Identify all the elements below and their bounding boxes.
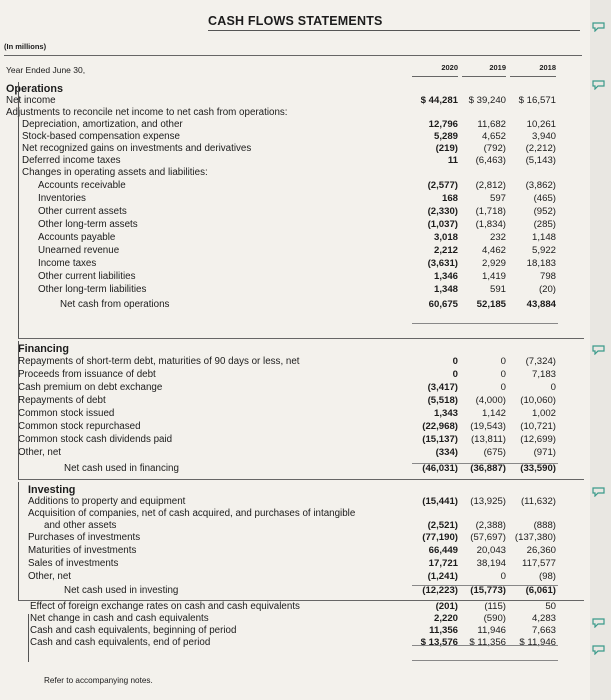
row-label: Common stock issued bbox=[18, 408, 115, 419]
table-row bbox=[0, 637, 590, 649]
row-label: Other long-term assets bbox=[38, 219, 138, 230]
bookmark-icon[interactable] bbox=[592, 22, 605, 32]
value-2020: 1,348 bbox=[433, 284, 458, 295]
row-label: Cash premium on debt exchange bbox=[18, 382, 163, 393]
value-2020: 1,343 bbox=[433, 408, 458, 419]
cash-bracket bbox=[28, 614, 29, 662]
value-2020: (219) bbox=[435, 143, 458, 154]
value-2020: (3,631) bbox=[427, 258, 458, 269]
value-2019: (13,811) bbox=[470, 434, 506, 445]
value-2019: 1,419 bbox=[481, 271, 506, 282]
value-2018: (10,721) bbox=[520, 421, 556, 432]
value-2020: (5,518) bbox=[427, 395, 458, 406]
bookmark-icon[interactable] bbox=[592, 487, 605, 497]
value-2020: 60,675 bbox=[428, 299, 458, 310]
table-row bbox=[0, 143, 590, 155]
row-label: Common stock cash dividends paid bbox=[18, 434, 173, 445]
financing-total-rule bbox=[412, 463, 558, 464]
value-2018: (285) bbox=[533, 219, 556, 230]
value-2020: 66,449 bbox=[428, 545, 458, 556]
table-row bbox=[0, 83, 590, 95]
value-2020: (2,330) bbox=[427, 206, 458, 217]
value-2020: (201) bbox=[435, 601, 458, 612]
value-2019: (2,812) bbox=[475, 180, 506, 191]
bookmark-icon[interactable] bbox=[592, 80, 605, 90]
value-2018: $ 11,946 bbox=[519, 637, 556, 648]
row-label: Net cash used in financing bbox=[64, 463, 179, 474]
value-2018: (888) bbox=[533, 520, 556, 531]
year-ended-label: Year Ended June 30, bbox=[6, 65, 86, 75]
table-row bbox=[0, 571, 590, 583]
value-2018: (3,862) bbox=[525, 180, 556, 191]
value-2018: (20) bbox=[538, 284, 556, 295]
title-rule bbox=[208, 30, 580, 31]
table-row bbox=[0, 232, 590, 244]
value-2020: (3,417) bbox=[427, 382, 458, 393]
value-2020: 17,721 bbox=[428, 558, 458, 569]
table-row bbox=[0, 395, 590, 407]
row-label: Net cash used in investing bbox=[64, 585, 179, 596]
row-label: Net income bbox=[6, 95, 56, 106]
row-label: Cash and cash equivalents, beginning of period bbox=[30, 625, 237, 636]
section-heading: Operations bbox=[6, 83, 63, 95]
value-2019: (57,697) bbox=[470, 532, 506, 543]
value-2018: (971) bbox=[533, 447, 556, 458]
table-row bbox=[0, 558, 590, 570]
value-2019: (792) bbox=[483, 143, 506, 154]
value-2018: (2,212) bbox=[525, 143, 556, 154]
table-row bbox=[0, 613, 590, 625]
row-label: Cash and cash equivalents, end of period bbox=[30, 637, 211, 648]
value-2018: (10,060) bbox=[520, 395, 556, 406]
row-label: Stock-based compensation expense bbox=[22, 131, 180, 142]
row-label: Common stock repurchased bbox=[18, 421, 141, 432]
table-row bbox=[0, 545, 590, 557]
value-2019: (13,925) bbox=[470, 496, 506, 507]
row-label: Deferred income taxes bbox=[22, 155, 121, 166]
value-2018: 5,922 bbox=[531, 245, 556, 256]
value-2020: (1,241) bbox=[427, 571, 458, 582]
table-row bbox=[0, 245, 590, 257]
value-2019: (590) bbox=[483, 613, 506, 624]
table-row bbox=[0, 95, 590, 107]
row-label: Repayments of debt bbox=[18, 395, 106, 406]
value-2018: (33,590) bbox=[520, 463, 556, 474]
value-2019: 0 bbox=[500, 369, 506, 380]
table-row bbox=[0, 434, 590, 446]
value-2018: (98) bbox=[538, 571, 556, 582]
value-2020: 5,289 bbox=[433, 131, 458, 142]
value-2020: (15,441) bbox=[422, 496, 458, 507]
row-label: Other current assets bbox=[38, 206, 127, 217]
value-2020: 2,212 bbox=[433, 245, 458, 256]
value-2019: 0 bbox=[500, 356, 506, 367]
table-row bbox=[0, 508, 590, 520]
value-2020: (77,190) bbox=[422, 532, 458, 543]
value-2020: 11,356 bbox=[429, 625, 458, 636]
row-label: Additions to property and equipment bbox=[28, 496, 186, 507]
value-2019: (1,834) bbox=[475, 219, 506, 230]
value-2019: $ 11,356 bbox=[469, 637, 506, 648]
value-2018: 7,663 bbox=[531, 625, 556, 636]
value-2019: (36,887) bbox=[470, 463, 506, 474]
table-row bbox=[0, 625, 590, 637]
value-2020: 11 bbox=[447, 155, 458, 166]
investing-bracket bbox=[18, 482, 19, 600]
year-rule-2019 bbox=[462, 76, 506, 77]
row-label: Accounts receivable bbox=[38, 180, 126, 191]
value-2020: (1,037) bbox=[427, 219, 458, 230]
row-label: Accounts payable bbox=[38, 232, 116, 243]
table-row bbox=[0, 356, 590, 368]
operations-total-rule bbox=[412, 323, 558, 324]
value-2019: 591 bbox=[489, 284, 506, 295]
value-2019: 232 bbox=[489, 232, 506, 243]
table-row bbox=[0, 382, 590, 394]
value-2018: $ 16,571 bbox=[518, 95, 556, 106]
value-2018: 1,148 bbox=[531, 232, 556, 243]
value-2018: 4,283 bbox=[531, 613, 556, 624]
table-row bbox=[0, 585, 590, 597]
value-2019: 0 bbox=[500, 571, 506, 582]
value-2020: 168 bbox=[441, 193, 458, 204]
value-2018: (11,632) bbox=[520, 496, 556, 507]
value-2019: (15,773) bbox=[470, 585, 506, 596]
value-2020: 2,220 bbox=[433, 613, 458, 624]
table-row bbox=[0, 343, 590, 355]
table-row bbox=[0, 107, 590, 119]
table-row bbox=[0, 496, 590, 508]
value-2019: (2,388) bbox=[475, 520, 506, 531]
value-2018: (952) bbox=[533, 206, 556, 217]
value-2019: (675) bbox=[483, 447, 506, 458]
value-2019: (6,463) bbox=[475, 155, 506, 166]
value-2019: 52,185 bbox=[476, 299, 506, 310]
row-label: Other, net bbox=[28, 571, 72, 582]
value-2019: (1,718) bbox=[475, 206, 506, 217]
table-row bbox=[0, 484, 590, 496]
row-label: Other, net bbox=[18, 447, 62, 458]
value-2020: 12,796 bbox=[428, 119, 458, 130]
row-label: Proceeds from issuance of debt bbox=[18, 369, 156, 380]
value-2019: (115) bbox=[484, 601, 506, 612]
table-row bbox=[0, 167, 590, 179]
year-header-2018: 2018 bbox=[539, 63, 556, 72]
bookmark-icon[interactable] bbox=[592, 618, 605, 628]
value-2018: (465) bbox=[533, 193, 556, 204]
year-rule-2020 bbox=[412, 76, 458, 77]
value-2019: 11,946 bbox=[477, 625, 506, 636]
row-label: and other assets bbox=[44, 520, 117, 531]
table-row bbox=[0, 408, 590, 420]
value-2020: (15,137) bbox=[422, 434, 458, 445]
row-label: Net change in cash and cash equivalents bbox=[30, 613, 209, 624]
row-label: Net recognized gains on investments and derivatives bbox=[22, 143, 252, 154]
table-row bbox=[0, 284, 590, 296]
value-2018: 43,884 bbox=[526, 299, 556, 310]
value-2018: 798 bbox=[539, 271, 556, 282]
row-label: Inventories bbox=[38, 193, 86, 204]
value-2020: (2,577) bbox=[427, 180, 458, 191]
value-2019: 11,682 bbox=[477, 119, 506, 130]
table-row bbox=[0, 193, 590, 205]
value-2018: (7,324) bbox=[525, 356, 556, 367]
value-2018: 10,261 bbox=[526, 119, 556, 130]
row-label: Repayments of short-term debt, maturities of 90 days or less, net bbox=[18, 356, 300, 367]
operations-section-rule bbox=[18, 338, 584, 339]
row-label: Maturities of investments bbox=[28, 545, 137, 556]
value-2019: 20,043 bbox=[476, 545, 506, 556]
value-2019: $ 39,240 bbox=[468, 95, 506, 106]
row-label: Other long-term liabilities bbox=[38, 284, 147, 295]
accompanying-notes: Refer to accompanying notes. bbox=[44, 676, 153, 685]
row-label: Effect of foreign exchange rates on cash and cash equivalents bbox=[30, 601, 300, 612]
value-2020: 0 bbox=[452, 369, 458, 380]
row-label: Other current liabilities bbox=[38, 271, 136, 282]
statement-title: CASH FLOWS STATEMENTS bbox=[208, 14, 383, 28]
investing-total-rule bbox=[412, 585, 558, 586]
value-2018: 1,002 bbox=[531, 408, 556, 419]
year-header-2020: 2020 bbox=[441, 63, 458, 72]
value-2020: (334) bbox=[435, 447, 458, 458]
value-2020: 1,346 bbox=[433, 271, 458, 282]
value-2019: 0 bbox=[500, 382, 506, 393]
row-label: Unearned revenue bbox=[38, 245, 120, 256]
value-2019: 38,194 bbox=[476, 558, 506, 569]
row-label: Sales of investments bbox=[28, 558, 119, 569]
row-label: Purchases of investments bbox=[28, 532, 141, 543]
table-row bbox=[0, 369, 590, 381]
value-2018: (12,699) bbox=[520, 434, 556, 445]
financing-section-rule bbox=[18, 479, 584, 480]
bookmark-icon[interactable] bbox=[592, 645, 605, 655]
investing-section-rule bbox=[18, 600, 584, 601]
table-row bbox=[0, 532, 590, 544]
value-2018: 50 bbox=[545, 601, 556, 612]
cash-end-rule bbox=[412, 660, 558, 661]
year-header-2019: 2019 bbox=[489, 63, 506, 72]
value-2018: 0 bbox=[550, 382, 556, 393]
table-row bbox=[0, 299, 590, 311]
value-2019: (4,000) bbox=[475, 395, 506, 406]
value-2018: 117,577 bbox=[522, 558, 556, 569]
value-2019: 597 bbox=[489, 193, 506, 204]
value-2019: 2,929 bbox=[481, 258, 506, 269]
value-2019: (19,543) bbox=[470, 421, 506, 432]
table-row bbox=[0, 155, 590, 167]
section-heading: Investing bbox=[28, 484, 76, 496]
section-heading: Financing bbox=[18, 343, 69, 355]
value-2020: 0 bbox=[452, 356, 458, 367]
value-2020: $ 44,281 bbox=[420, 95, 458, 106]
table-row bbox=[0, 463, 590, 475]
table-row bbox=[0, 131, 590, 143]
row-label: Depreciation, amortization, and other bbox=[22, 119, 183, 130]
cash-beginning-rule bbox=[412, 645, 558, 646]
units-rule bbox=[4, 55, 582, 56]
table-row bbox=[0, 601, 590, 613]
table-row bbox=[0, 119, 590, 131]
value-2020: 3,018 bbox=[433, 232, 458, 243]
table-row bbox=[0, 421, 590, 433]
row-label: Changes in operating assets and liabilities: bbox=[22, 167, 208, 178]
operations-bracket bbox=[18, 82, 19, 338]
row-label: Adjustments to reconcile net income to net cash from operations: bbox=[6, 107, 288, 118]
value-2018: (5,143) bbox=[525, 155, 556, 166]
value-2018: 7,183 bbox=[531, 369, 556, 380]
row-label: Acquisition of companies, net of cash acquired, and purchases of intangible bbox=[28, 508, 356, 519]
value-2018: (6,061) bbox=[525, 585, 556, 596]
table-row bbox=[0, 447, 590, 459]
value-2020: (2,521) bbox=[427, 520, 458, 531]
value-2019: 1,142 bbox=[481, 408, 506, 419]
value-2019: 4,462 bbox=[481, 245, 506, 256]
value-2019: 4,652 bbox=[481, 131, 506, 142]
table-row bbox=[0, 180, 590, 192]
value-2020: (22,968) bbox=[422, 421, 458, 432]
table-row bbox=[0, 271, 590, 283]
value-2018: (137,380) bbox=[514, 532, 556, 543]
value-2020: $ 13,576 bbox=[420, 637, 458, 648]
table-row bbox=[0, 520, 590, 532]
row-label: Net cash from operations bbox=[60, 299, 170, 310]
table-row bbox=[0, 258, 590, 270]
row-label: Income taxes bbox=[38, 258, 97, 269]
bookmark-icon[interactable] bbox=[592, 345, 605, 355]
year-rule-2018 bbox=[510, 76, 556, 77]
financing-bracket bbox=[18, 341, 19, 479]
units-label: (In millions) bbox=[4, 42, 47, 51]
value-2020: (46,031) bbox=[422, 463, 458, 474]
value-2018: 18,183 bbox=[526, 258, 556, 269]
value-2018: 3,940 bbox=[531, 131, 556, 142]
value-2020: (12,223) bbox=[422, 585, 458, 596]
table-row bbox=[0, 206, 590, 218]
value-2018: 26,360 bbox=[526, 545, 556, 556]
table-row bbox=[0, 219, 590, 231]
